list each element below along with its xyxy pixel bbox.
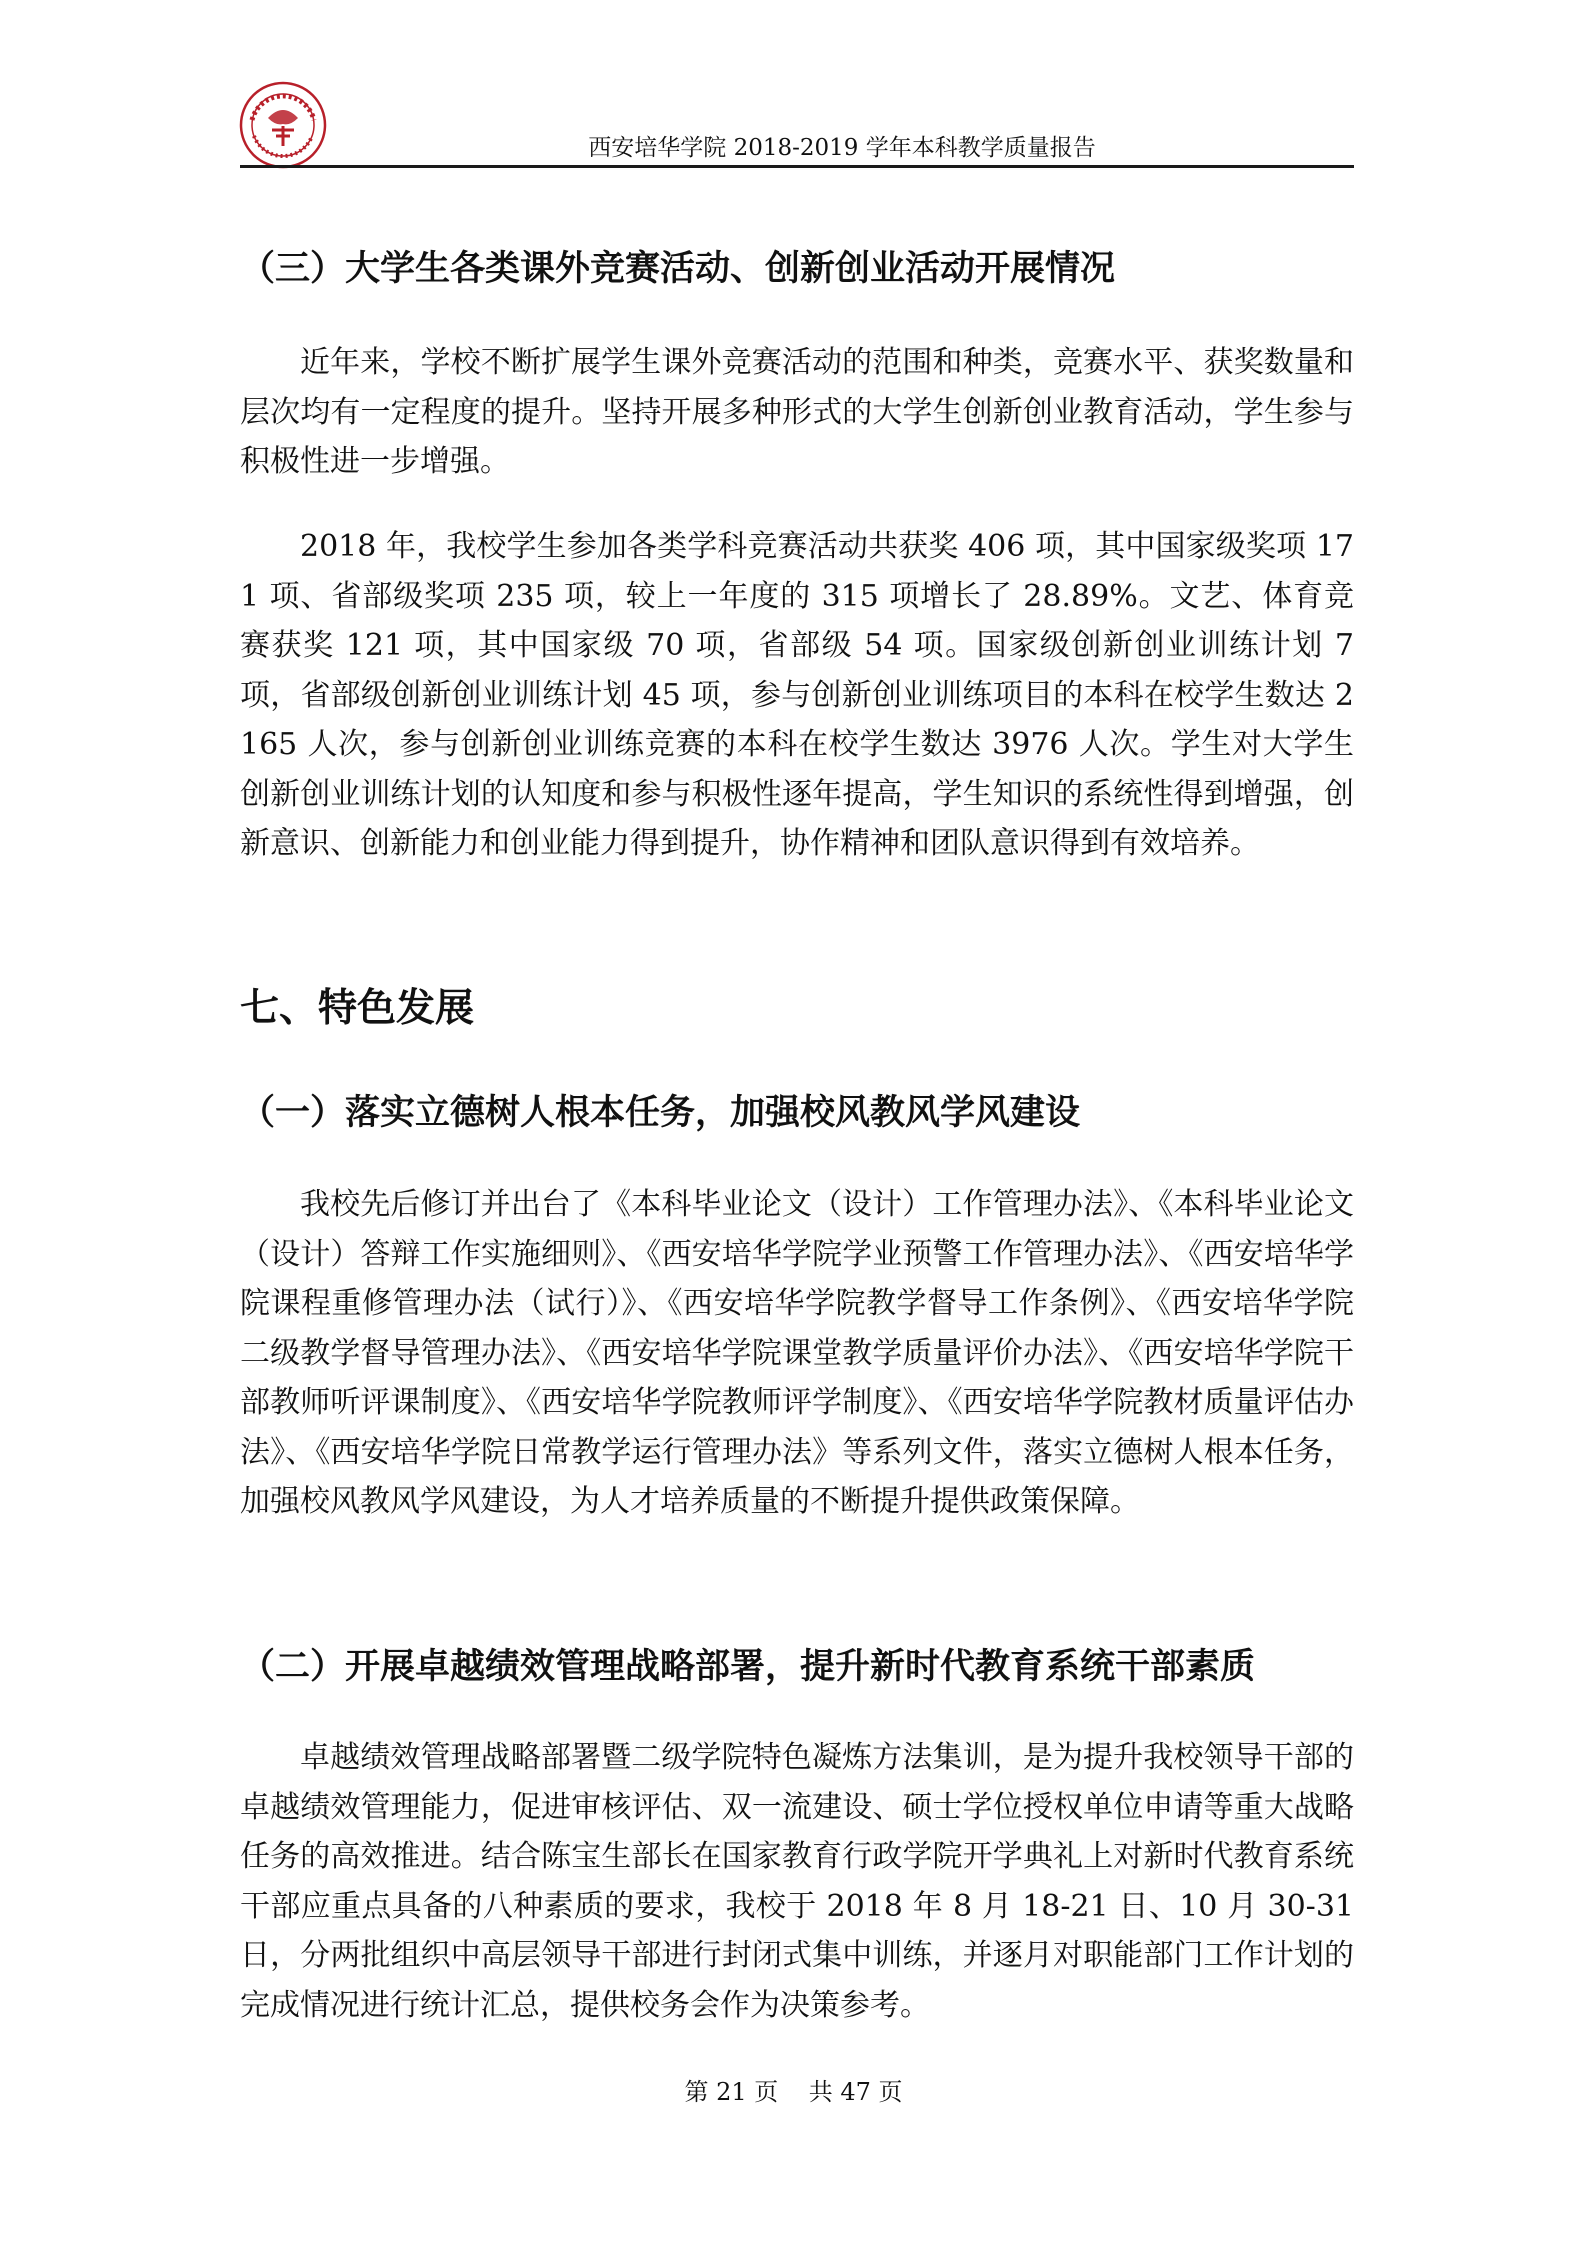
page-number: 第 21 页 共 47 页 (684, 2078, 903, 2106)
section-heading-moral-education: （一）落实立德树人根本任务，加强校风教风学风建设 (240, 1093, 1081, 1133)
paragraph-competitions-intro: 近年来，学校不断扩展学生课外竞赛活动的范围和种类，竞赛水平、获奖数量和层次均有一定程度的提升。坚持开展多种形式的大学生创新创业教育活动，学生参与积极性进一步增强。 (240, 345, 1354, 479)
paragraph-moral-education: 我校先后修订并出台了《本科毕业论文（设计）工作管理办法》、《本科毕业论文（设计）答辩工作实施细则》、《西安培华学院学业预警工作管理办法》、《西安培华学院课程重修管理办法（试行）》、《西安培华学院教学督导工作条例》、《西安培华学院二级教学督导管理办法》、《西安培华学院课堂教学质量评价办法》、《西安培华学院干部教师听评课制度》、《西安培华学院教师评学制度》、《西安培华学院教材质量评估办法》、《西安培华学院日常教学运行管理办法》等系列文件，落实立德树人根本任务，加强校风教风学风建设，为人才培养质量的不断提升提供政策保障。 (240, 1187, 1354, 1519)
paragraph-performance-management: 卓越绩效管理战略部署暨二级学院特色凝炼方法集训，是为提升我校领导干部的卓越绩效管理能力，促进审核评估、双一流建设、硕士学位授权单位申请等重大战略任务的高效推进。结合陈宝生部长在国家教育行政学院开学典礼上对新时代教育系统干部应重点具备的八种素质的要求，我校于 2018 年 8 月 18-21 日、10 月 30-31 日，分两批组织中高层领导干部进行封闭式集中训练，并逐月对职能部门工作计划的完成情况进行统计汇总，提供校务会作为决策参考。 (240, 1740, 1354, 2023)
paragraph-competitions-stats: 2018 年，我校学生参加各类学科竞赛活动共获奖 406 项，其中国家级奖项 171 项、省部级奖项 235 项，较上一年度的 315 项增长了 28.89%。文艺、体育竞赛获奖 121 项，其中国家级 70 项，省部级 54 项。国家级创新创业训练计划 7 项，省部级创新创业训练计划 45 项，参与创新创业训练项目的本科在校学生数达 2165 人次，参与创新创业训练竞赛的本科在校学生数达 3976 人次。学生对大学生创新创业训练计划的认知度和参与积极性逐年提高，学生知识的系统性得到增强，创新意识、创新能力和创业能力得到提升，协作精神和团队意识得到有效培养。 (240, 529, 1354, 861)
header-divider (240, 165, 1354, 168)
header-title: 西安培华学院 2018-2019 学年本科教学质量报告 (588, 135, 1096, 161)
chapter-heading-featured-development: 七、特色发展 (240, 986, 475, 1031)
section-heading-performance-management: （二）开展卓越绩效管理战略部署，提升新时代教育系统干部素质 (240, 1647, 1256, 1687)
university-logo (238, 80, 328, 170)
section-heading-competitions: （三）大学生各类课外竞赛活动、创新创业活动开展情况 (240, 249, 1116, 289)
